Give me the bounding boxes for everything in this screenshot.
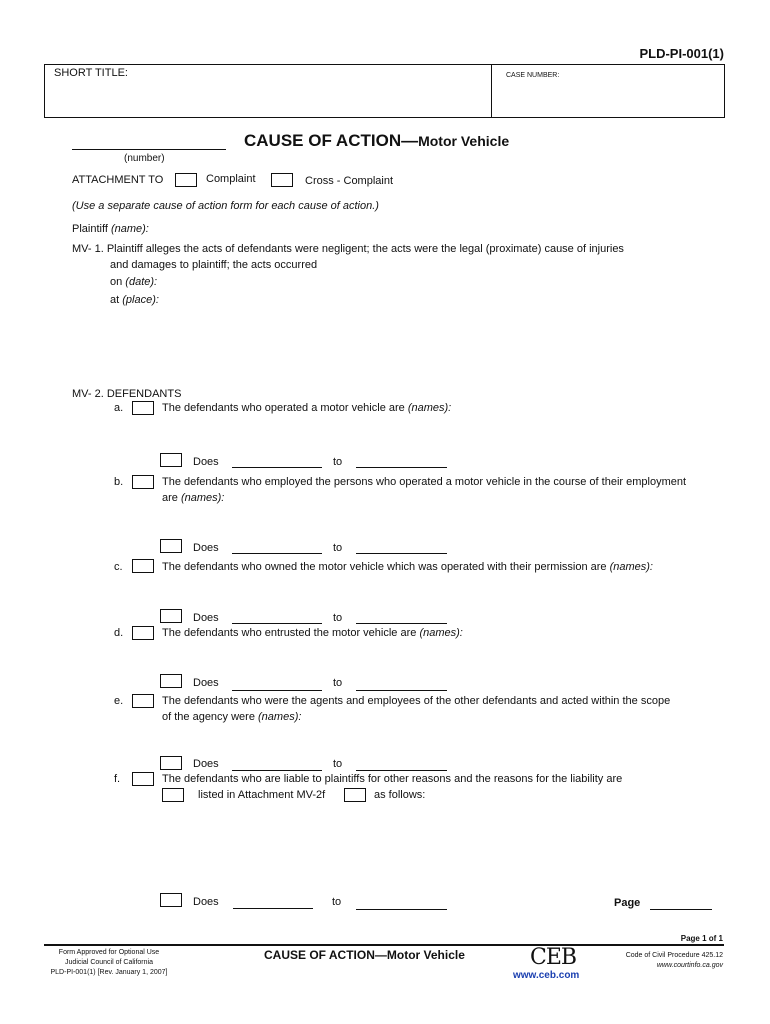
attachment-label: ATTACHMENT TO bbox=[72, 174, 164, 186]
cause-number-field[interactable] bbox=[72, 149, 226, 150]
cross-complaint-label: Cross - Complaint bbox=[305, 175, 394, 187]
does-d-from-field[interactable] bbox=[232, 690, 322, 691]
does-c-from-field[interactable] bbox=[232, 623, 322, 624]
does-b-checkbox[interactable] bbox=[160, 539, 182, 553]
cross-complaint-checkbox[interactable] bbox=[271, 173, 293, 187]
item-e-letter: e. bbox=[114, 695, 124, 707]
ceb-logo: CEB bbox=[530, 945, 577, 970]
item-b-line1: The defendants who employed the persons who operated a motor vehicle in the course of their employment bbox=[162, 476, 687, 488]
item-b-line2 bbox=[162, 492, 224, 504]
plaintiff-label: Plaintiff bbox=[72, 223, 111, 235]
item-d-letter: d. bbox=[114, 627, 124, 639]
at-italic: (place): bbox=[122, 294, 159, 306]
item-e-text2: of the agency were bbox=[162, 711, 259, 723]
does-e-to-label: to bbox=[333, 758, 343, 770]
as-follows-label: as follows: bbox=[374, 789, 426, 801]
attachment-mv2f-label: listed in Attachment MV-2f bbox=[198, 789, 326, 801]
number-label: (number) bbox=[124, 153, 165, 164]
does-d-to-field[interactable] bbox=[356, 690, 447, 691]
as-follows-checkbox[interactable] bbox=[344, 788, 366, 802]
item-f-checkbox[interactable] bbox=[132, 772, 154, 786]
item-c-text-italic: (names): bbox=[609, 561, 653, 573]
does-b-label: Does bbox=[193, 542, 219, 554]
attachment-mv2f-checkbox[interactable] bbox=[162, 788, 184, 802]
does-a-to-field[interactable] bbox=[356, 467, 447, 468]
does-b-to-label: to bbox=[333, 542, 343, 554]
item-a-text bbox=[162, 402, 451, 414]
courtinfo-link[interactable]: www.courtinfo.ca.gov bbox=[656, 962, 723, 969]
instruction-text: (Use a separate cause of action form for each cause of action.) bbox=[72, 200, 379, 212]
approved-line3: PLD-PI-001(1) [Rev. January 1, 2007] bbox=[50, 969, 168, 976]
form-id: PLD-PI-001(1) bbox=[639, 46, 724, 61]
does-f-label: Does bbox=[193, 896, 219, 908]
plaintiff-label-italic: (name): bbox=[110, 223, 149, 235]
mv1-line1: MV- 1. Plaintiff alleges the acts of defendants were negligent; the acts were the legal (proximate) cause of injuries bbox=[72, 243, 624, 255]
plaintiff-line bbox=[72, 223, 149, 235]
title-sub: Motor Vehicle bbox=[418, 133, 510, 149]
item-d-text bbox=[162, 627, 463, 639]
item-e-line1: The defendants who were the agents and employees of the other defendants and acted within the scope bbox=[162, 695, 671, 707]
does-c-checkbox[interactable] bbox=[160, 609, 182, 623]
does-b-from-field[interactable] bbox=[232, 553, 322, 554]
approved-block bbox=[44, 948, 174, 978]
approved-line1: Form Approved for Optional Use bbox=[58, 949, 160, 956]
item-a-letter: a. bbox=[114, 402, 124, 414]
item-f-letter: f. bbox=[114, 773, 121, 785]
footer-title: CAUSE OF ACTION—Motor Vehicle bbox=[264, 948, 465, 962]
code-reference: Code of Civil Procedure 425.12 bbox=[625, 952, 723, 959]
mv2-heading: MV- 2. DEFENDANTS bbox=[72, 388, 182, 400]
item-d-text-italic: (names): bbox=[419, 627, 463, 639]
does-c-to-field[interactable] bbox=[356, 623, 447, 624]
item-c-checkbox[interactable] bbox=[132, 559, 154, 573]
does-a-to-label: to bbox=[333, 456, 343, 468]
item-a-text-main: The defendants who operated a motor vehicle are bbox=[162, 402, 408, 414]
page-label: Page bbox=[614, 897, 641, 909]
does-f-to-label: to bbox=[332, 896, 342, 908]
item-e-line2 bbox=[162, 711, 301, 723]
complaint-checkbox[interactable] bbox=[175, 173, 197, 187]
item-a-text-italic: (names): bbox=[407, 402, 452, 414]
does-c-to-label: to bbox=[333, 612, 343, 624]
does-e-from-field[interactable] bbox=[232, 770, 322, 771]
does-f-checkbox[interactable] bbox=[160, 893, 182, 907]
complaint-label: Complaint bbox=[206, 173, 256, 185]
does-f-to-field[interactable] bbox=[356, 909, 447, 910]
item-f-line1: The defendants who are liable to plaintiffs for other reasons and the reasons for the liability are bbox=[162, 773, 623, 785]
item-a-checkbox[interactable] bbox=[132, 401, 154, 415]
item-e-italic: (names): bbox=[258, 711, 302, 723]
does-e-checkbox[interactable] bbox=[160, 756, 182, 770]
does-e-label: Does bbox=[193, 758, 219, 770]
header-box bbox=[44, 64, 725, 118]
does-f-from-field[interactable] bbox=[233, 908, 313, 909]
does-a-checkbox[interactable] bbox=[160, 453, 182, 467]
page-of: Page 1 of 1 bbox=[680, 934, 723, 943]
short-title-label: SHORT TITLE: bbox=[54, 67, 128, 79]
item-c-text-main: The defendants who owned the motor vehicle which was operated with their permission are bbox=[162, 561, 610, 573]
item-b-text2: are bbox=[162, 492, 181, 504]
item-b-letter: b. bbox=[114, 476, 124, 488]
item-b-checkbox[interactable] bbox=[132, 475, 154, 489]
footer-right bbox=[626, 951, 723, 971]
on-label: on bbox=[110, 276, 126, 288]
page-title bbox=[244, 131, 509, 151]
item-e-checkbox[interactable] bbox=[132, 694, 154, 708]
does-a-label: Does bbox=[193, 456, 219, 468]
does-a-from-field[interactable] bbox=[232, 467, 322, 468]
does-d-checkbox[interactable] bbox=[160, 674, 182, 688]
mv1-line2: and damages to plaintiff; the acts occurred bbox=[110, 259, 318, 271]
approved-line2: Judicial Council of California bbox=[65, 959, 153, 966]
item-b-italic: (names): bbox=[180, 492, 225, 504]
item-c-letter: c. bbox=[114, 561, 123, 573]
mv1-at-place bbox=[110, 294, 159, 306]
does-c-label: Does bbox=[193, 612, 219, 624]
does-d-to-label: to bbox=[333, 677, 343, 689]
case-number-label: CASE NUMBER: bbox=[506, 72, 560, 79]
case-number-divider bbox=[491, 64, 492, 117]
item-c-text bbox=[162, 561, 653, 573]
title-main: CAUSE OF ACTION— bbox=[244, 131, 419, 150]
footer-rule bbox=[44, 944, 724, 946]
ceb-link[interactable]: www.ceb.com bbox=[513, 970, 580, 981]
mv1-on-date bbox=[110, 276, 157, 288]
at-label: at bbox=[110, 294, 123, 306]
does-d-label: Does bbox=[193, 677, 219, 689]
page-number-field[interactable] bbox=[650, 909, 712, 910]
item-d-text-main: The defendants who entrusted the motor vehicle are bbox=[162, 627, 420, 639]
on-italic: (date): bbox=[125, 276, 158, 288]
item-d-checkbox[interactable] bbox=[132, 626, 154, 640]
does-e-to-field[interactable] bbox=[356, 770, 447, 771]
does-b-to-field[interactable] bbox=[356, 553, 447, 554]
